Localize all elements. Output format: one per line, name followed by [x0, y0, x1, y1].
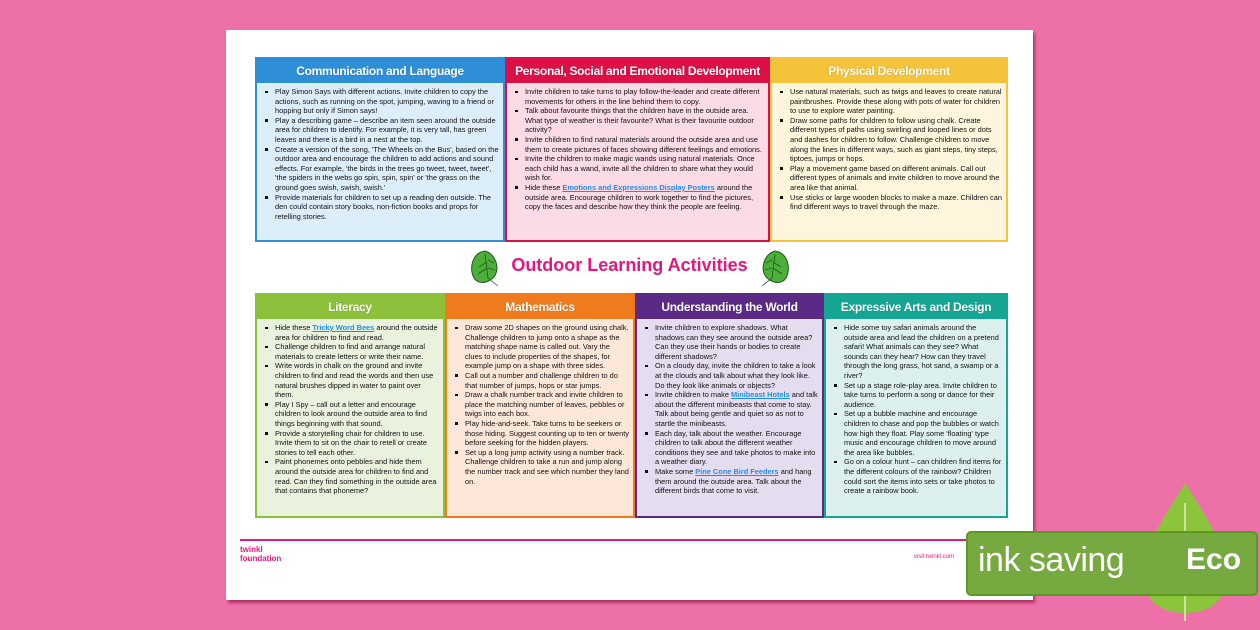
list-item: Set up a stage role-play area. Invite children to take turns to perform a song or dance for their audience. — [830, 381, 1002, 410]
list-item: Paint phonemes onto pebbles and hide them around the outside area for children to find and read. Can they find something in the outside area that contains that phoneme? — [261, 457, 439, 495]
section-body — [257, 83, 503, 240]
section-math — [445, 293, 635, 518]
activity-list — [261, 323, 439, 496]
section-uw — [635, 293, 824, 518]
list-item: Go on a colour hunt – can children find items for the different colours of the rainbow? Children could sort the items into sets or take photos to create a rainbow book. — [830, 457, 1002, 495]
section-body — [447, 319, 633, 516]
section-pd — [770, 57, 1008, 242]
list-item: Invite children to explore shadows. What shadows can they see around the outside area? Can they use their hands or bodies to create different shadows? — [641, 323, 818, 361]
list-item: Invite children to take turns to play follow-the-leader and create different movements for others in the line behind them to copy. — [511, 87, 764, 106]
list-item: Make some Pine Cone Bird Feeders and hang them around the outside area. Talk about the different birds that come to visit. — [641, 467, 818, 496]
list-item: Use sticks or large wooden blocks to make a maze. Children can find different ways to travel through the maze. — [776, 193, 1002, 212]
section-psed — [505, 57, 770, 242]
activity-list — [451, 323, 629, 486]
activity-sheet — [226, 30, 1033, 600]
list-item: Play I Spy – call out a letter and encourage children to look around the outside area to find things beginning with that sound. — [261, 400, 439, 429]
list-item: Play a movement game based on different animals. Call out different types of animals and invite children to move around the area like that animal. — [776, 164, 1002, 193]
logo-line: foundation — [240, 554, 282, 563]
section-body — [826, 319, 1006, 516]
list-item: Invite children to find natural materials around the outside area and use them to create pictures of faces showing different feelings and emotions. — [511, 135, 764, 154]
list-item: Draw a chalk number track and invite children to place the matching number of leaves, pebbles or twigs into each box. — [451, 390, 629, 419]
section-header: Literacy — [257, 295, 443, 319]
resource-link[interactable]: Minibeast Hotels — [731, 390, 790, 400]
logo-line: twinkl — [240, 545, 263, 554]
twinkl-foundation-logo — [240, 545, 281, 563]
list-item: Invite the children to make magic wands using natural materials. Once each child has a wand, invite all the children to share what they would wish for. — [511, 154, 764, 183]
list-item: Create a version of the song, 'The Wheels on the Bus', based on the outdoor area and encourage the children to add actions and sound effects. For example, 'the birds in the trees go tweet, tweet, tweet', 'the spiders in the webs go spin, spin, spin' or 'the grass on the ground goes swish, swish, swish.' — [261, 145, 499, 193]
resource-link[interactable]: Pine Cone Bird Feeders — [695, 466, 779, 476]
eco-label: Eco — [1186, 543, 1242, 576]
resource-link[interactable]: Emotions and Expressions Display Posters — [562, 182, 715, 192]
section-header: Communication and Language — [257, 59, 503, 83]
section-header: Understanding the World — [637, 295, 822, 319]
list-item: Call out a number and challenge children to do that number of jumps, hops or star jumps. — [451, 371, 629, 390]
ink-saving-badge — [966, 531, 1258, 596]
section-header: Personal, Social and Emotional Development — [507, 59, 768, 83]
ink-saving-label: ink saving — [978, 541, 1125, 579]
section-cl — [255, 57, 505, 242]
section-body — [257, 319, 443, 516]
list-item: Set up a bubble machine and encourage children to chase and pop the bubbles or watch how high they float. Play some 'floating' type music and encourage children to move around the area like bubbles. — [830, 409, 1002, 457]
list-item: Hide some toy safari animals around the outside area and lead the children on a pretend safari! What animals can they see? What sounds can they hear? How can they travel through the long grass, hot sand, a swamp or a river? — [830, 323, 1002, 381]
list-item: Talk about favourite things that the children have in the outside area. What type of weather is their favourite? What is their favourite outdoor activity? — [511, 106, 764, 135]
section-body — [637, 319, 822, 516]
section-header: Expressive Arts and Design — [826, 295, 1006, 319]
list-item: Provide a storytelling chair for children to use. Invite them to sit on the chair to retell or create stories to tell each other. — [261, 429, 439, 458]
section-ead — [824, 293, 1008, 518]
list-item: Hide these Tricky Word Bees around the outside area for children to find and read. — [261, 323, 439, 342]
list-item: Each day, talk about the weather. Encourage children to talk about the different weather conditions they see and take photos to make into a weather diary. — [641, 429, 818, 467]
activity-list — [641, 323, 818, 496]
list-item: Use natural materials, such as twigs and leaves to create natural paintbrushes. Provide these along with pots of water for children to use to explore water painting. — [776, 87, 1002, 116]
list-item: Play Simon Says with different actions. Invite children to copy the actions, such as running on the spot, jumping, waving to a friend or hopping but only if Simon says! — [261, 87, 499, 116]
section-header: Physical Development — [772, 59, 1006, 83]
list-item: Play hide-and-seek. Take turns to be seekers or those hiding. Suggest counting up to ten or twenty before seeking for the hidden players. — [451, 419, 629, 448]
list-item: Set up a long jump activity using a number track. Challenge children to take a run and jump along the number track and see which number they land on. — [451, 448, 629, 486]
list-item: On a cloudy day, invite the children to take a look at the clouds and talk about what they look like. Do they look like animals or objects? — [641, 361, 818, 390]
page-title: Outdoor Learning Activities — [511, 255, 748, 275]
leaf-icon — [756, 248, 794, 288]
activity-list — [511, 87, 764, 212]
list-item: Invite children to make Minibeast Hotels and talk about the different minibeasts that come to stay. Talk about being gentle and quiet so as not to startle the minibeasts. — [641, 390, 818, 428]
list-item: Draw some 2D shapes on the ground using chalk. Challenge children to jump onto a shape as the matching shape name is called out. Vary the clues to include properties of the shapes, for example jump on a shape with three sides. — [451, 323, 629, 371]
list-item: Hide these Emotions and Expressions Display Posters around the outside area. Encourage children to work together to find the pictures, copy the faces and describe how they think the people are feeling. — [511, 183, 764, 212]
footer-divider — [240, 539, 1020, 541]
list-item: Provide materials for children to set up a reading den outside. The den could contain story books, non-fiction books and props for retelling stories. — [261, 193, 499, 222]
section-lit — [255, 293, 445, 518]
section-body — [772, 83, 1006, 240]
visit-link[interactable]: visit twinkl.com — [914, 554, 955, 560]
section-body — [507, 83, 768, 240]
activity-list — [830, 323, 1002, 496]
activity-list — [776, 87, 1002, 212]
list-item: Challenge children to find and arrange natural materials to create letters or write their name. — [261, 342, 439, 361]
list-item: Draw some paths for children to follow using chalk. Create different types of paths using swirling and looped lines or dots and dashes for children to follow. Challenge children to move along the lines in different ways, such as giant steps, tiny steps, tiptoes, jumps or hops. — [776, 116, 1002, 164]
activity-list — [261, 87, 499, 221]
resource-link[interactable]: Tricky Word Bees — [312, 323, 375, 332]
section-header: Mathematics — [447, 295, 633, 319]
list-item: Write words in chalk on the ground and invite children to find and read the words and then use natural brushes dipped in water to paint over them. — [261, 361, 439, 399]
list-item: Play a describing game – describe an item seen around the outside area for children to identify. For example, it is very tall, has green leaves and there is a bird in a nest at the top. — [261, 116, 499, 145]
